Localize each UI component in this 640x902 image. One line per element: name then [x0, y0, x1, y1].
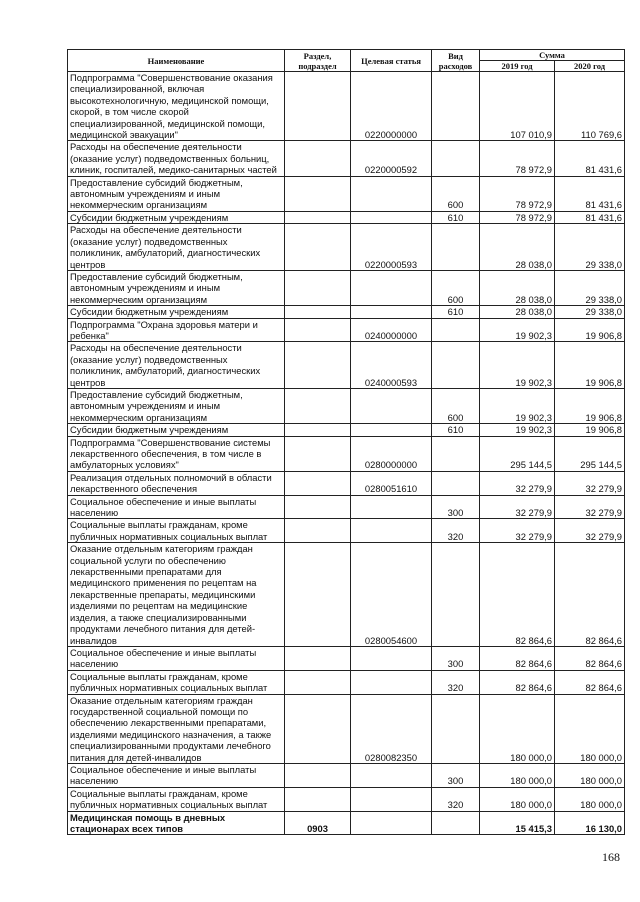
cell-amount-2020: 29 338,0 — [555, 224, 625, 271]
cell-name: Оказание отдельным категориям граждан государственной социальной помощи по обеспечению лекарственными препаратами, изделиями медицинского назначения, а также специализированными продуктами лечебного питания для детей-инвалидов — [68, 694, 285, 763]
cell-amount-2019: 78 972,9 — [480, 176, 555, 211]
cell-name: Субсидии бюджетным учреждениям — [68, 424, 285, 436]
cell-target-code: 0280000000 — [351, 436, 432, 471]
cell-target-code: 0220000000 — [351, 72, 432, 141]
cell-section — [285, 306, 351, 318]
cell-section — [285, 646, 351, 670]
cell-section — [285, 141, 351, 176]
cell-amount-2020: 81 431,6 — [555, 211, 625, 223]
cell-amount-2019: 19 902,3 — [480, 342, 555, 389]
cell-amount-2019: 107 010,9 — [480, 72, 555, 141]
cell-amount-2019: 295 144,5 — [480, 436, 555, 471]
cell-section: 0903 — [285, 811, 351, 835]
cell-target-code — [351, 763, 432, 787]
table-row — [68, 72, 625, 141]
cell-name: Социальные выплаты гражданам, кроме публичных нормативных социальных выплат — [68, 519, 285, 543]
cell-section — [285, 176, 351, 211]
header-year-2020: 2020 год — [555, 61, 625, 72]
header-section: Раздел, подраздел — [285, 50, 351, 72]
cell-expense-type — [432, 318, 480, 342]
cell-expense-type: 320 — [432, 670, 480, 694]
cell-amount-2020: 82 864,6 — [555, 670, 625, 694]
cell-amount-2019: 78 972,9 — [480, 141, 555, 176]
cell-target-code — [351, 787, 432, 811]
cell-amount-2019: 32 279,9 — [480, 471, 555, 495]
cell-expense-type: 300 — [432, 646, 480, 670]
cell-name: Подпрограмма "Совершенствование оказания специализированной, включая высокотехнологичную, медицинской помощи, скорой, в том числе скорой специализированной, медицинской помощи, медицинской эвакуации" — [68, 72, 285, 141]
cell-name: Предоставление субсидий бюджетным, автономным учреждениям и иным некоммерческим организациям — [68, 270, 285, 305]
cell-amount-2019: 32 279,9 — [480, 495, 555, 519]
cell-amount-2020: 81 431,6 — [555, 141, 625, 176]
table-row — [68, 495, 625, 519]
cell-amount-2020: 180 000,0 — [555, 787, 625, 811]
header-target: Целевая статья — [351, 50, 432, 72]
cell-expense-type: 600 — [432, 176, 480, 211]
cell-name: Предоставление субсидий бюджетным, автономным учреждениям и иным некоммерческим организациям — [68, 388, 285, 423]
cell-target-code — [351, 388, 432, 423]
cell-target-code: 0220000592 — [351, 141, 432, 176]
cell-expense-type: 610 — [432, 424, 480, 436]
cell-target-code — [351, 424, 432, 436]
cell-section — [285, 424, 351, 436]
cell-target-code: 0280054600 — [351, 543, 432, 647]
cell-amount-2019: 28 038,0 — [480, 224, 555, 271]
cell-amount-2020: 16 130,0 — [555, 811, 625, 835]
cell-section — [285, 670, 351, 694]
cell-amount-2020: 180 000,0 — [555, 763, 625, 787]
cell-section — [285, 436, 351, 471]
cell-section — [285, 224, 351, 271]
header-year-2019: 2019 год — [480, 61, 555, 72]
cell-expense-type — [432, 141, 480, 176]
table-row — [68, 224, 625, 271]
cell-expense-type: 300 — [432, 495, 480, 519]
cell-target-code: 0280082350 — [351, 694, 432, 763]
cell-expense-type: 320 — [432, 519, 480, 543]
cell-amount-2020: 29 338,0 — [555, 270, 625, 305]
cell-amount-2020: 19 906,8 — [555, 388, 625, 423]
cell-expense-type — [432, 72, 480, 141]
cell-amount-2020: 82 864,6 — [555, 646, 625, 670]
table-row — [68, 646, 625, 670]
cell-amount-2020: 295 144,5 — [555, 436, 625, 471]
cell-section — [285, 495, 351, 519]
cell-amount-2019: 19 902,3 — [480, 424, 555, 436]
cell-name: Расходы на обеспечение деятельности (оказание услуг) подведомственных поликлиник, амбулаторий, диагностических центров — [68, 224, 285, 271]
cell-name: Социальное обеспечение и иные выплаты населению — [68, 646, 285, 670]
cell-section — [285, 342, 351, 389]
cell-target-code — [351, 176, 432, 211]
cell-name: Социальное обеспечение и иные выплаты населению — [68, 763, 285, 787]
cell-amount-2019: 180 000,0 — [480, 763, 555, 787]
cell-name: Подпрограмма "Охрана здоровья матери и ребенка" — [68, 318, 285, 342]
cell-expense-type — [432, 471, 480, 495]
cell-target-code — [351, 811, 432, 835]
cell-section — [285, 270, 351, 305]
cell-amount-2020: 110 769,6 — [555, 72, 625, 141]
cell-section — [285, 543, 351, 647]
cell-amount-2019: 28 038,0 — [480, 270, 555, 305]
table-row — [68, 694, 625, 763]
table-row — [68, 270, 625, 305]
cell-expense-type — [432, 224, 480, 271]
table-row — [68, 424, 625, 436]
cell-target-code — [351, 270, 432, 305]
cell-amount-2020: 19 906,8 — [555, 342, 625, 389]
cell-name: Субсидии бюджетным учреждениям — [68, 211, 285, 223]
cell-amount-2020: 29 338,0 — [555, 306, 625, 318]
cell-amount-2019: 19 902,3 — [480, 388, 555, 423]
cell-amount-2020: 81 431,6 — [555, 176, 625, 211]
cell-amount-2020: 180 000,0 — [555, 694, 625, 763]
header-sum: Сумма — [480, 50, 625, 61]
cell-name: Расходы на обеспечение деятельности (оказание услуг) подведомственных больниц, клиник, госпиталей, медико-санитарных частей — [68, 141, 285, 176]
cell-section — [285, 519, 351, 543]
table-row — [68, 543, 625, 647]
cell-name: Предоставление субсидий бюджетным, автономным учреждениям и иным некоммерческим организациям — [68, 176, 285, 211]
cell-expense-type — [432, 436, 480, 471]
cell-target-code — [351, 211, 432, 223]
table-row — [68, 342, 625, 389]
cell-amount-2019: 19 902,3 — [480, 318, 555, 342]
cell-amount-2020: 32 279,9 — [555, 471, 625, 495]
cell-amount-2019: 82 864,6 — [480, 543, 555, 647]
table-row — [68, 318, 625, 342]
cell-amount-2019: 180 000,0 — [480, 787, 555, 811]
cell-name: Реализация отдельных полномочий в области лекарственного обеспечения — [68, 471, 285, 495]
table-row — [68, 388, 625, 423]
cell-amount-2019: 32 279,9 — [480, 519, 555, 543]
cell-section — [285, 211, 351, 223]
cell-section — [285, 694, 351, 763]
table-header — [68, 50, 625, 72]
cell-target-code: 0240000000 — [351, 318, 432, 342]
cell-name: Социальное обеспечение и иные выплаты населению — [68, 495, 285, 519]
table-row — [68, 176, 625, 211]
budget-table — [67, 49, 625, 835]
cell-section — [285, 471, 351, 495]
cell-name: Социальные выплаты гражданам, кроме публичных нормативных социальных выплат — [68, 787, 285, 811]
cell-expense-type — [432, 342, 480, 389]
page-number: 168 — [602, 850, 620, 864]
table-row — [68, 306, 625, 318]
table-row — [68, 787, 625, 811]
cell-expense-type: 610 — [432, 211, 480, 223]
cell-name: Подпрограмма "Совершенствование системы лекарственного обеспечения, в том числе в амбулаторных условиях" — [68, 436, 285, 471]
cell-amount-2020: 19 906,8 — [555, 318, 625, 342]
cell-expense-type — [432, 543, 480, 647]
cell-target-code: 0220000593 — [351, 224, 432, 271]
cell-expense-type: 300 — [432, 763, 480, 787]
cell-name: Расходы на обеспечение деятельности (оказание услуг) подведомственных поликлиник, амбулаторий, диагностических центров — [68, 342, 285, 389]
cell-section — [285, 787, 351, 811]
cell-target-code — [351, 306, 432, 318]
cell-target-code: 0280051610 — [351, 471, 432, 495]
cell-target-code — [351, 670, 432, 694]
cell-amount-2019: 15 415,3 — [480, 811, 555, 835]
cell-target-code — [351, 495, 432, 519]
cell-expense-type: 320 — [432, 787, 480, 811]
cell-name: Медицинская помощь в дневных стационарах всех типов — [68, 811, 285, 835]
table-row — [68, 211, 625, 223]
cell-target-code — [351, 519, 432, 543]
table-row — [68, 763, 625, 787]
cell-expense-type: 610 — [432, 306, 480, 318]
cell-expense-type — [432, 811, 480, 835]
cell-amount-2020: 82 864,6 — [555, 543, 625, 647]
header-type: Вид расходов — [432, 50, 480, 72]
cell-expense-type: 600 — [432, 388, 480, 423]
cell-section — [285, 318, 351, 342]
cell-amount-2019: 78 972,9 — [480, 211, 555, 223]
cell-expense-type: 600 — [432, 270, 480, 305]
cell-target-code: 0240000593 — [351, 342, 432, 389]
cell-name: Оказание отдельным категориям граждан социальной услуги по обеспечению лекарственными препаратами для медицинского применения по рецептам на лекарственные препараты, медицинскими изделиями по рецептам на медицинские изделия, а также специализированными продуктами лечебного питания для детей-инвалидов — [68, 543, 285, 647]
table-row — [68, 471, 625, 495]
cell-amount-2020: 32 279,9 — [555, 495, 625, 519]
table-row — [68, 519, 625, 543]
cell-amount-2019: 82 864,6 — [480, 646, 555, 670]
table-row — [68, 670, 625, 694]
table-row — [68, 811, 625, 835]
table-body — [68, 72, 625, 835]
table-row — [68, 141, 625, 176]
header-name: Наименование — [68, 50, 285, 72]
cell-amount-2019: 82 864,6 — [480, 670, 555, 694]
cell-name: Субсидии бюджетным учреждениям — [68, 306, 285, 318]
cell-amount-2020: 19 906,8 — [555, 424, 625, 436]
cell-target-code — [351, 646, 432, 670]
table-row — [68, 436, 625, 471]
cell-amount-2019: 28 038,0 — [480, 306, 555, 318]
cell-name: Социальные выплаты гражданам, кроме публичных нормативных социальных выплат — [68, 670, 285, 694]
cell-expense-type — [432, 694, 480, 763]
cell-amount-2020: 32 279,9 — [555, 519, 625, 543]
cell-section — [285, 388, 351, 423]
cell-section — [285, 763, 351, 787]
cell-section — [285, 72, 351, 141]
cell-amount-2019: 180 000,0 — [480, 694, 555, 763]
